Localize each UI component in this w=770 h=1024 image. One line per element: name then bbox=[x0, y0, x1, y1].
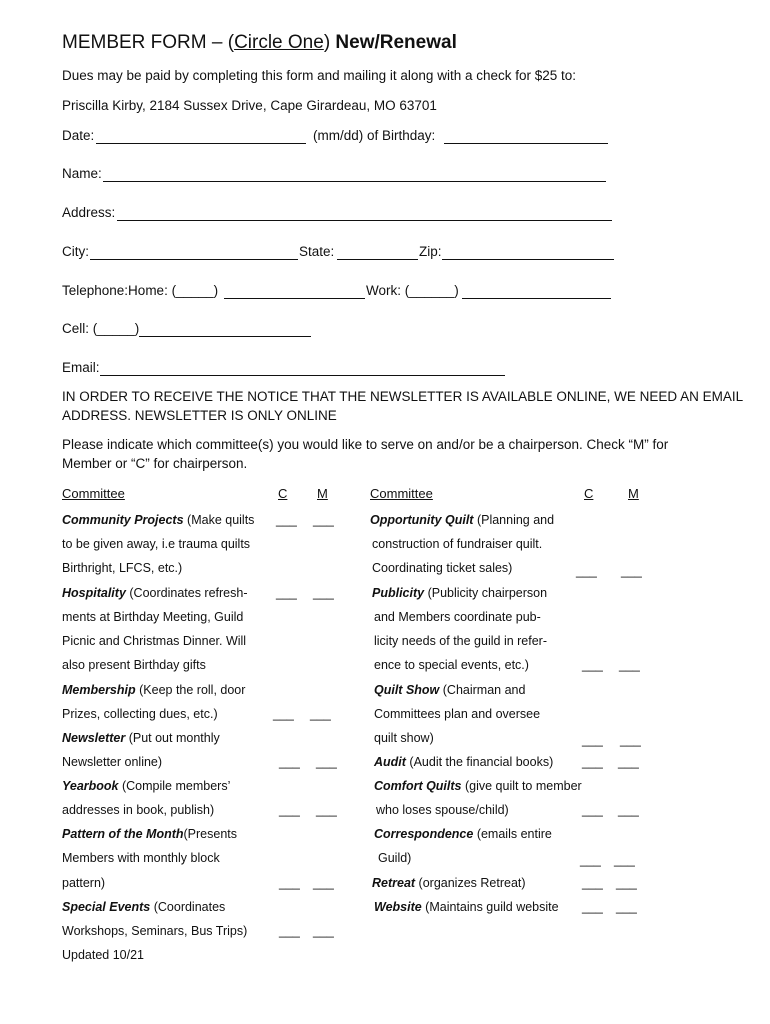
committee-correspondence: Correspondence (emails entire bbox=[374, 827, 552, 841]
correspondence-c-blank[interactable]: ___ bbox=[580, 853, 601, 867]
state-label: State: bbox=[299, 244, 335, 259]
work-field[interactable] bbox=[462, 298, 611, 299]
committee-description-line: Picnic and Christmas Dinner. Will bbox=[62, 634, 247, 648]
committee-community-projects: Community Projects (Make quilts bbox=[62, 513, 255, 527]
committee-description-line: Workshops, Seminars, Bus Trips) bbox=[62, 924, 248, 938]
right-m-header: M bbox=[628, 486, 639, 501]
zip-label: Zip: bbox=[419, 244, 442, 259]
committee-comfort-quilts: Comfort Quilts (give quilt to member bbox=[374, 779, 582, 793]
committee-description-line: Committees plan and oversee bbox=[374, 707, 541, 721]
city-label: City: bbox=[62, 244, 89, 259]
committee-description-line: Prizes, collecting dues, etc.) bbox=[62, 707, 218, 721]
title-options[interactable]: New/Renewal bbox=[335, 32, 457, 53]
state-field[interactable] bbox=[337, 259, 418, 260]
membership-c-blank[interactable]: ___ bbox=[273, 707, 294, 721]
yearbook-m-blank[interactable]: ___ bbox=[316, 803, 337, 817]
left-c-header: C bbox=[278, 486, 288, 501]
quilt-show-m-blank[interactable]: ___ bbox=[620, 733, 641, 747]
left-committee-header: Committee bbox=[62, 486, 125, 501]
comfort-quilts-c-blank[interactable]: ___ bbox=[582, 803, 603, 817]
telephone-home-label: Telephone:Home: (_____) bbox=[62, 283, 219, 298]
committee-description-line: addresses in book, publish) bbox=[62, 803, 215, 817]
committee-description-line: construction of fundraiser quilt. bbox=[372, 537, 543, 551]
committee-description-line: Guild) bbox=[378, 851, 412, 865]
audit-c-blank[interactable]: ___ bbox=[582, 755, 603, 769]
community-projects-m-blank[interactable]: ___ bbox=[313, 513, 334, 527]
committee-instructions-1: Please indicate which committee(s) you would like to serve on and/or be a chairperson. Check “M” for bbox=[62, 437, 669, 452]
committee-description-line: Birthright, LFCS, etc.) bbox=[62, 561, 183, 575]
committee-description-line: pattern) bbox=[62, 876, 106, 890]
city-field[interactable] bbox=[90, 259, 298, 260]
committee-retreat: Retreat (organizes Retreat) bbox=[372, 876, 526, 890]
right-c-header: C bbox=[584, 486, 594, 501]
committee-description-line: and Members coordinate pub- bbox=[374, 610, 541, 624]
publicity-m-blank[interactable]: ___ bbox=[619, 658, 640, 672]
hospitality-c-blank[interactable]: ___ bbox=[276, 586, 297, 600]
name-label: Name: bbox=[62, 166, 102, 181]
hospitality-m-blank[interactable]: ___ bbox=[313, 586, 334, 600]
address-label: Address: bbox=[62, 205, 116, 220]
committee-instructions-2: Member or “C” for chairperson. bbox=[62, 456, 248, 471]
website-m-blank[interactable]: ___ bbox=[616, 900, 637, 914]
comfort-quilts-m-blank[interactable]: ___ bbox=[618, 803, 639, 817]
date-label: Date: bbox=[62, 128, 95, 143]
mailing-address: Priscilla Kirby, 2184 Sussex Drive, Cape Girardeau, MO 63701 bbox=[62, 98, 437, 113]
birthday-field[interactable] bbox=[444, 143, 608, 144]
newsletter-m-blank[interactable]: ___ bbox=[316, 755, 337, 769]
work-label: Work: (______) bbox=[366, 283, 459, 298]
committee-description-line: ments at Birthday Meeting, Guild bbox=[62, 610, 244, 624]
membership-m-blank[interactable]: ___ bbox=[310, 707, 331, 721]
opportunity-quilt-c-blank[interactable]: ___ bbox=[576, 564, 597, 578]
website-c-blank[interactable]: ___ bbox=[582, 900, 603, 914]
correspondence-m-blank[interactable]: ___ bbox=[614, 853, 635, 867]
special-events-m-blank[interactable]: ___ bbox=[313, 924, 334, 938]
committee-pattern-of-the-month: Pattern of the Month(Presents bbox=[62, 827, 238, 841]
pattern-of-the-month-m-blank[interactable]: ___ bbox=[313, 876, 334, 890]
left-m-header: M bbox=[317, 486, 328, 501]
community-projects-c-blank[interactable]: ___ bbox=[276, 513, 297, 527]
committee-description-line: quilt show) bbox=[374, 731, 434, 745]
publicity-c-blank[interactable]: ___ bbox=[582, 658, 603, 672]
right-committee-header: Committee bbox=[370, 486, 433, 501]
committee-description-line: also present Birthday gifts bbox=[62, 658, 206, 672]
email-label: Email: bbox=[62, 360, 100, 375]
committee-publicity: Publicity (Publicity chairperson bbox=[372, 586, 548, 600]
cell-field[interactable] bbox=[139, 336, 311, 337]
special-events-c-blank[interactable]: ___ bbox=[279, 924, 300, 938]
form-title bbox=[62, 32, 457, 54]
birthday-label: (mm/dd) of Birthday: bbox=[313, 128, 436, 143]
dues-text: Dues may be paid by completing this form and mailing it along with a check for $25 to: bbox=[62, 68, 577, 83]
committee-description-line: to be given away, i.e trauma quilts bbox=[62, 537, 251, 551]
committee-quilt-show: Quilt Show (Chairman and bbox=[374, 683, 526, 697]
notice-line-1: IN ORDER TO RECEIVE THE NOTICE THAT THE NEWSLETTER IS AVAILABLE ONLINE, WE NEED AN EMAIL bbox=[62, 389, 744, 404]
committee-website: Website (Maintains guild website bbox=[374, 900, 559, 914]
retreat-c-blank[interactable]: ___ bbox=[582, 876, 603, 890]
committee-newsletter: Newsletter (Put out monthly bbox=[62, 731, 220, 745]
pattern-of-the-month-c-blank[interactable]: ___ bbox=[279, 876, 300, 890]
name-field[interactable] bbox=[103, 181, 606, 182]
updated-date: Updated 10/21 bbox=[62, 948, 145, 962]
retreat-m-blank[interactable]: ___ bbox=[616, 876, 637, 890]
cell-label: Cell: (_____) bbox=[62, 321, 140, 336]
title-prefix: MEMBER FORM – ( bbox=[62, 32, 235, 53]
committee-description-line: licity needs of the guild in refer- bbox=[374, 634, 548, 648]
committee-hospitality: Hospitality (Coordinates refresh- bbox=[62, 586, 248, 600]
audit-m-blank[interactable]: ___ bbox=[618, 755, 639, 769]
committee-audit: Audit (Audit the financial books) bbox=[374, 755, 554, 769]
title-mid: ) bbox=[323, 32, 336, 53]
committee-description-line: who loses spouse/child) bbox=[376, 803, 509, 817]
committee-description-line: Coordinating ticket sales) bbox=[372, 561, 513, 575]
newsletter-c-blank[interactable]: ___ bbox=[279, 755, 300, 769]
title-circle-one: Circle One bbox=[234, 32, 324, 53]
quilt-show-c-blank[interactable]: ___ bbox=[582, 733, 603, 747]
committee-special-events: Special Events (Coordinates bbox=[62, 900, 226, 914]
committee-membership: Membership (Keep the roll, door bbox=[62, 683, 246, 697]
opportunity-quilt-m-blank[interactable]: ___ bbox=[621, 564, 642, 578]
committee-description-line: Newsletter online) bbox=[62, 755, 163, 769]
committee-yearbook: Yearbook (Compile members’ bbox=[62, 779, 231, 793]
telephone-home-field[interactable] bbox=[224, 298, 365, 299]
zip-field[interactable] bbox=[442, 259, 614, 260]
address-field[interactable] bbox=[117, 220, 612, 221]
email-field[interactable] bbox=[100, 375, 505, 376]
yearbook-c-blank[interactable]: ___ bbox=[279, 803, 300, 817]
committee-description-line: Members with monthly block bbox=[62, 851, 220, 865]
notice-line-2: ADDRESS. NEWSLETTER IS ONLY ONLINE bbox=[62, 408, 337, 423]
committee-description-line: ence to special events, etc.) bbox=[374, 658, 529, 672]
committee-opportunity-quilt: Opportunity Quilt (Planning and bbox=[370, 513, 555, 527]
date-field[interactable] bbox=[96, 143, 306, 144]
